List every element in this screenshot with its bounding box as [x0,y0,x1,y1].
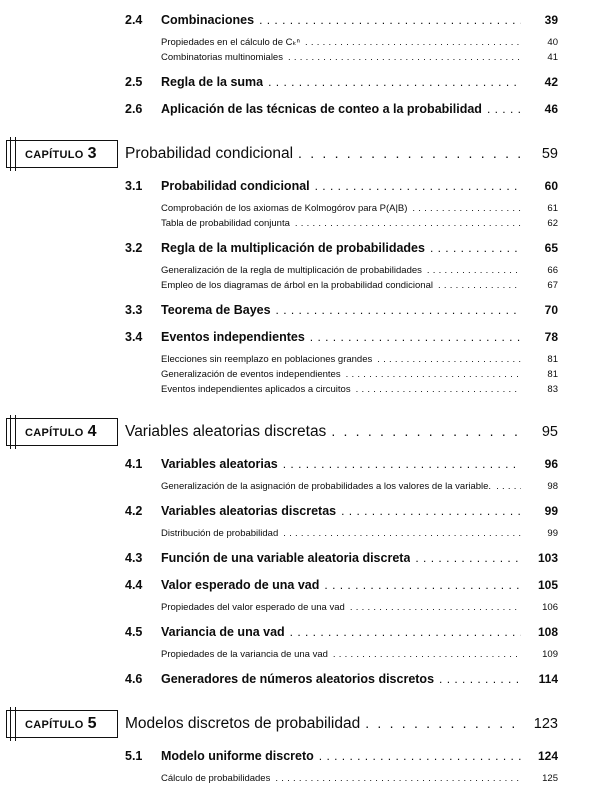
section-page-number: 65 [544,241,558,255]
section-title: Generadores de números aleatorios discretos [161,672,435,686]
subsection-page-number: 81 [547,354,558,365]
chapter-label-box [6,710,118,738]
section-title: Regla de la multiplicación de probabilidades [161,241,425,255]
dot-leader [496,479,521,493]
section-number: 4.6 [125,672,143,686]
section-page-number: 103 [537,551,558,565]
dot-leader [377,352,521,366]
section-page-number: 114 [538,672,558,686]
subsection-title: Propiedades del valor esperado de una vad [161,602,345,613]
subsection-page-number: 81 [547,369,558,380]
section-page-number: 124 [537,749,558,763]
dot-leader [276,301,521,319]
dot-leader [305,35,521,49]
toc-section-row [6,177,558,195]
dot-leader [288,50,521,64]
dot-leader [427,263,521,277]
dot-leader [283,526,521,540]
section-number: 2.4 [125,13,143,27]
subsection-page-number: 67 [547,280,558,291]
dot-leader [356,382,521,396]
dot-leader [350,600,521,614]
dot-leader [295,216,521,230]
subsection-title: Propiedades de la variancia de una vad [161,649,328,660]
toc-subsection-row [6,771,558,785]
chapter-header-row [6,418,558,446]
toc-subsection-row [6,647,558,661]
dot-leader [438,278,521,292]
dot-leader [331,423,521,441]
section-page-number: 99 [544,504,558,518]
section-title: Modelo uniforme discreto [161,749,314,763]
subsection-title: Distribución de probabilidad [161,528,279,539]
chapter-block [6,710,558,785]
dot-leader [341,502,521,520]
subsection-title: Elecciones sin reemplazo en poblaciones grandes [161,354,373,365]
dot-leader [298,145,521,163]
section-title: Variancia de una vad [161,625,285,639]
section-number: 4.3 [125,551,143,565]
subsection-page-number: 106 [542,602,558,613]
dot-leader [315,177,521,195]
subsection-title: Generalización de la asignación de probabilidades a los valores de la variable. [161,481,492,492]
subsection-title: Generalización de la regla de multiplicación de probabilidades [161,265,422,276]
dot-leader [430,239,521,257]
section-title: Combinaciones [161,13,255,27]
toc-section-row [6,576,558,594]
dot-leader [259,11,521,29]
section-number: 2.6 [125,102,143,116]
subsection-title: Cálculo de probabilidades [161,773,271,784]
section-number: 2.5 [125,75,143,89]
dot-leader [487,100,521,118]
subsection-title: Propiedades en el cálculo de Cₖⁿ [161,37,301,48]
dot-leader [319,747,521,765]
toc-subsection-row [6,278,558,292]
subsection-title: Eventos independientes aplicados a circuitos [161,384,351,395]
dot-leader [268,73,521,91]
section-page-number: 46 [544,102,558,116]
section-title: Variables aleatorias discretas [161,504,337,518]
chapter-number: 5 [87,715,97,732]
subsection-page-number: 83 [547,384,558,395]
subsection-page-number: 99 [547,528,558,539]
section-number: 4.1 [125,457,143,471]
toc-subsection-row [6,263,558,277]
section-page-number: 108 [537,625,558,639]
section-title: Regla de la suma [161,75,264,89]
dot-leader [310,328,521,346]
section-title: Variables aleatorias [161,457,278,471]
chapter-label-box [6,418,118,446]
chapter-header-row [6,710,558,738]
chapter-label-box [6,140,118,168]
chapter-page-number: 123 [533,716,558,732]
toc-section-row [6,502,558,520]
chapter-label: CAPÍTULO [25,719,84,731]
subsection-title: Generalización de eventos independientes [161,369,341,380]
section-title: Función de una variable aleatoria discreta [161,551,411,565]
dot-leader [346,367,521,381]
dot-leader [415,549,521,567]
chapter-block [6,418,558,688]
subsection-page-number: 109 [542,649,558,660]
toc-subsection-row [6,367,558,381]
toc-section-row [6,239,558,257]
section-number: 4.4 [125,578,143,592]
section-page-number: 70 [544,303,558,317]
chapter-title: Probabilidad condicional [125,145,294,162]
section-number: 4.2 [125,504,143,518]
section-number: 5.1 [125,749,143,763]
section-number: 3.4 [125,330,143,344]
toc-subsection-row [6,382,558,396]
section-title: Eventos independientes [161,330,305,344]
dot-leader [283,455,521,473]
toc-section-row [6,328,558,346]
toc-section-row [6,670,558,688]
subsection-title: Empleo de los diagramas de árbol en la probabilidad condicional [161,280,433,291]
toc-section-row [6,549,558,567]
subsection-page-number: 66 [547,265,558,276]
toc-section-row [6,747,558,765]
section-title: Probabilidad condicional [161,179,310,193]
toc-section-row [6,100,558,118]
section-title: Valor esperado de una vad [161,578,320,592]
toc-subsection-row [6,216,558,230]
subsection-page-number: 125 [542,773,558,784]
chapter-number: 3 [87,145,97,162]
toc-subsection-row [6,600,558,614]
toc-subsection-row [6,352,558,366]
subsection-page-number: 62 [547,218,558,229]
toc-section-row [6,11,558,29]
toc-section-row [6,301,558,319]
chapter-page-number: 95 [541,424,558,440]
section-number: 3.3 [125,303,143,317]
toc-section-row [6,623,558,641]
dot-leader [324,576,521,594]
subsection-page-number: 41 [547,52,558,63]
subsection-title: Comprobación de los axiomas de Kolmogórov para P(A|B) [161,203,408,214]
section-number: 3.1 [125,179,143,193]
chapter-header-row [6,140,558,168]
chapter-number: 4 [87,423,97,440]
chapter-title: Modelos discretos de probabilidad [125,715,361,732]
dot-leader [290,623,521,641]
section-page-number: 96 [544,457,558,471]
dot-leader [412,201,521,215]
toc-subsection-row [6,479,558,493]
section-title: Aplicación de las técnicas de conteo a la probabilidad [161,102,482,116]
dot-leader [365,715,521,733]
dot-leader [333,647,521,661]
section-number: 4.5 [125,625,143,639]
subsection-page-number: 98 [547,481,558,492]
toc-subsection-row [6,50,558,64]
toc-subsection-row [6,35,558,49]
chapter-label: CAPÍTULO [25,427,84,439]
subsection-title: Tabla de probabilidad conjunta [161,218,290,229]
chapter-label: CAPÍTULO [25,149,84,161]
section-page-number: 42 [544,75,558,89]
chapter-block [6,140,558,396]
section-page-number: 105 [537,578,558,592]
chapter-page-number: 59 [541,146,558,162]
dot-leader [275,771,521,785]
section-title: Teorema de Bayes [161,303,271,317]
section-page-number: 78 [544,330,558,344]
toc-subsection-row [6,526,558,540]
toc-section-row [6,455,558,473]
section-page-number: 39 [544,13,558,27]
subsection-title: Combinatorias multinomiales [161,52,283,63]
toc-subsection-row [6,201,558,215]
dot-leader [439,670,521,688]
toc-section-row [6,73,558,91]
section-number: 3.2 [125,241,143,255]
chapter-title: Variables aleatorias discretas [125,423,327,440]
subsection-page-number: 61 [547,203,558,214]
section-page-number: 60 [544,179,558,193]
subsection-page-number: 40 [547,37,558,48]
